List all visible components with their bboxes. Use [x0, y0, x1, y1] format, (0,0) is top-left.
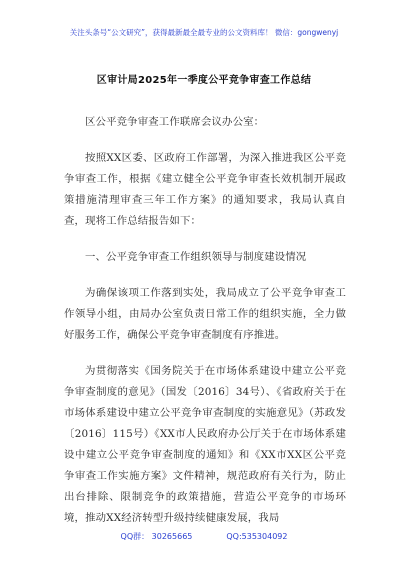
qq-group-number: QQ群： 30265665	[120, 532, 193, 541]
document-body	[64, 112, 346, 544]
section-heading: 一、公平竞争审查工作组织领导与制度建设情况	[85, 251, 307, 263]
footer-contact	[0, 531, 408, 542]
document-title: 区审计局2025年一季度公平竞争审查工作总结	[96, 75, 312, 86]
paragraph: 为贯彻落实《国务院关于在市场体系建设中建立公平竞争审查制度的意见》（国发〔2016〕34号）、《省政府关于在市场体系建设中建立公平竞争审查制度的实施意见》（苏政发〔2016〕115号）《XX市人民政府办公厅关于在市场体系建设中建立公平竞争审查制度的通知》和《XX市XX区公平竞争审查工作实施方案》文件精神，规范政府有关行为，防止出台排除、限制竞争的政策措施，营造公平竞争的市场环境，推动XX经济转型升级持续健康发展，我局	[64, 365, 346, 524]
intro-paragraph: 按照XX区委、区政府工作部署，为深入推进我区公平竞争审查工作，根据《建立健全公平竞争审查长效机制开展政策措施清理审查三年工作方案》的通知要求，我局认真自查，现将工作总结报告如下：	[64, 152, 346, 227]
promo-banner[interactable]: 关注头条号“公文研究”，获得最新最全最专业的公文资料库！ 微信：gongwenyj	[69, 28, 339, 37]
salutation: 区公平竞争审查工作联席会议办公室：	[85, 116, 265, 128]
qq-number: QQ:535304092	[226, 532, 288, 541]
paragraph: 为确保该项工作落到实处，我局成立了公平竞争审查工作领导小组，由局办公室负责日常工作的组织实施，全力做好服务工作，确保公平竞争审查制度有序推进。	[64, 287, 346, 341]
